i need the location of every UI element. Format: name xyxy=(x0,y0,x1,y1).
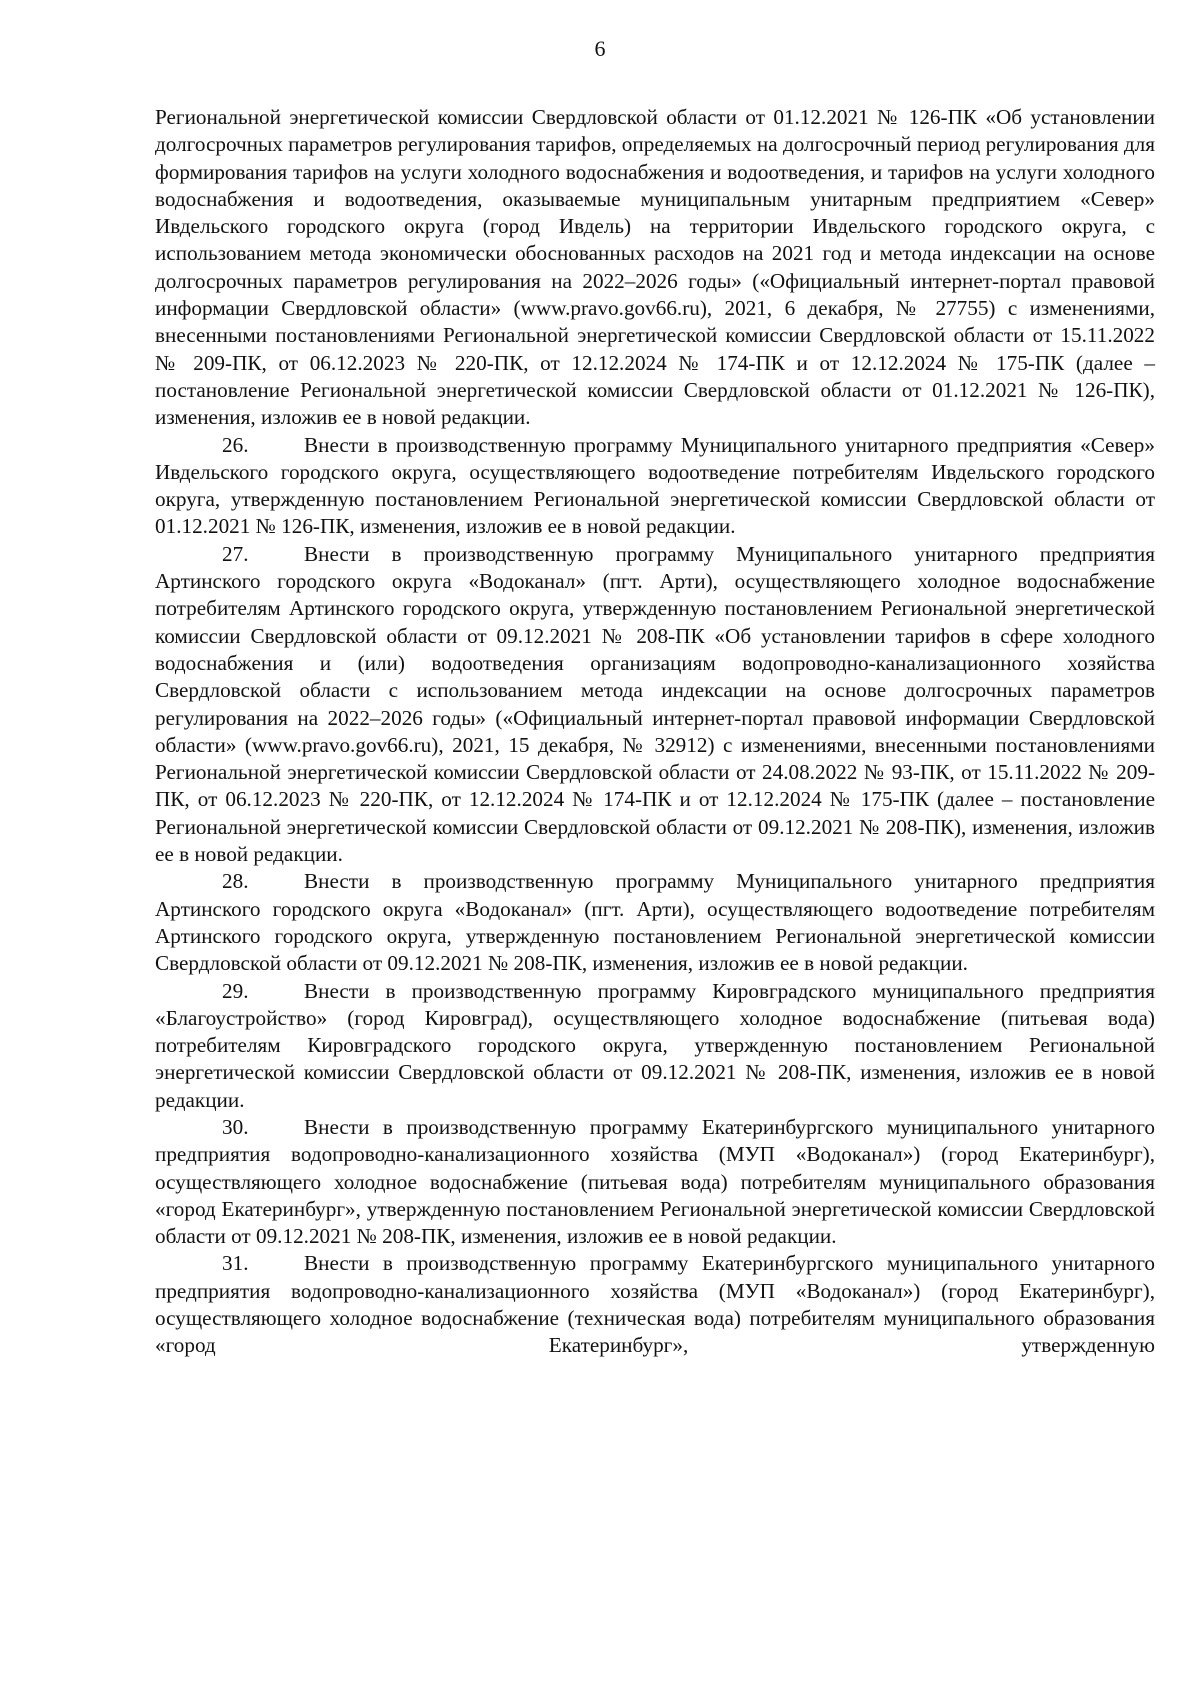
paragraph-30 xyxy=(155,1114,1155,1250)
paragraph-number: 31. xyxy=(222,1251,249,1276)
paragraph-number: 26. xyxy=(222,432,249,457)
page-number: 6 xyxy=(594,36,606,61)
paragraph-number: 30. xyxy=(222,1114,249,1139)
paragraph-text: Внести в производственную программу Муниципального унитарного предприятия Артинского городского округа «Водоканал» (пгт. Арти), осуществляющего водоотведение потребителям Артинского городского округа, утвержденную постановлением Региональной энергетической комиссии Свердловской области от 09.12.2021 № 208-ПК, изменения, изложив ее в новой редакции. xyxy=(155,869,1155,976)
document-body xyxy=(155,104,1155,1360)
paragraph-number: 27. xyxy=(222,541,249,566)
paragraph-27 xyxy=(155,541,1155,869)
paragraph-text: Внести в производственную программу Кировградского муниципального предприятия «Благоустройство» (город Кировград), осуществляющего холодное водоснабжение (питьевая вода) потребителям Кировградского городского округа, утвержденную постановлением Региональной энергетической комиссии Свердловской области от 09.12.2021 № 208-ПК, изменения, изложив ее в новой редакции. xyxy=(155,978,1155,1112)
paragraph-continuation: Региональной энергетической комиссии Свердловской области от 01.12.2021 № 126-ПК «Об установлении долгосрочных параметров регулирования тарифов, определяемых на долгосрочный период регулирования для формирования тарифов на услуги холодного водоснабжения и водоотведения, и тарифов на услуги холодного водоснабжения и водоотведения, оказываемые муниципальным унитарным предприятием «Север» Ивдельского городского округа (город Ивдель) на территории Ивдельского городского округа, с использованием метода экономически обоснованных расходов на 2021 год и метода индексации на основе долгосрочных параметров регулирования на 2022–2026 годы» («Официальный интернет-портал правовой информации Свердловской области» (www.pravo.gov66.ru), 2021, 6 декабря, № 27755) с изменениями, внесенными постановлениями Региональной энергетической комиссии Свердловской области от 15.11.2022 № 209-ПК, от 06.12.2023 № 220-ПК, от 12.12.2024 № 174-ПК и от 12.12.2024 № 175-ПК (далее – постановление Региональной энергетической комиссии Свердловской области от 01.12.2021 № 126-ПК), изменения, изложив ее в новой редакции. xyxy=(155,105,1155,430)
paragraph-text: Внести в производственную программу Муниципального унитарного предприятия «Север» Ивдельского городского округа, осуществляющего водоотведение потребителям Ивдельского городского округа, утвержденную постановлением Региональной энергетической комиссии Свердловской области от 01.12.2021 № 126-ПК, изменения, изложив ее в новой редакции. xyxy=(155,432,1155,539)
paragraph-number: 29. xyxy=(222,978,249,1003)
paragraph-text: Внести в производственную программу Муниципального унитарного предприятия Артинского городского округа «Водоканал» (пгт. Арти), осуществляющего холодное водоснабжение потребителям Артинского городского округа, утвержденную постановлением Региональной энергетической комиссии Свердловской области от 09.12.2021 № 208-ПК «Об установлении тарифов в сфере холодного водоснабжения и (или) водоотведения организациям водопроводно-канализационного хозяйства Свердловской области с использованием метода индексации на основе долгосрочных параметров регулирования на 2022–2026 годы» («Официальный интернет-портал правовой информации Свердловской области» (www.pravo.gov66.ru), 2021, 15 декабря, № 32912) с изменениями, внесенными постановлениями Региональной энергетической комиссии Свердловской области от 24.08.2022 № 93-ПК, от 15.11.2022 № 209-ПК, от 06.12.2023 № 220-ПК, от 12.12.2024 № 174-ПК и от 12.12.2024 № 175-ПК (далее – постановление Региональной энергетической комиссии Свердловской области от 09.12.2021 № 208-ПК), изменения, изложив ее в новой редакции. xyxy=(155,541,1155,867)
paragraph-26 xyxy=(155,432,1155,541)
paragraph-number: 28. xyxy=(222,869,249,894)
paragraph-text: Внести в производственную программу Екатеринбургского муниципального унитарного предприятия водопроводно-канализационного хозяйства (МУП «Водоканал») (город Екатеринбург), осуществляющего холодное водоснабжение (техническая вода) потребителям муниципального образования «город Екатеринбург», утвержденную xyxy=(155,1251,1155,1358)
paragraph-29 xyxy=(155,978,1155,1114)
paragraph-text: Внести в производственную программу Екатеринбургского муниципального унитарного предприятия водопроводно-канализационного хозяйства (МУП «Водоканал») (город Екатеринбург), осуществляющего холодное водоснабжение (питьевая вода) потребителям муниципального образования «город Екатеринбург», утвержденную постановлением Региональной энергетической комиссии Свердловской области от 09.12.2021 № 208-ПК, изменения, изложив ее в новой редакции. xyxy=(155,1114,1155,1249)
paragraph-28 xyxy=(155,868,1155,977)
paragraph-31 xyxy=(155,1250,1155,1359)
